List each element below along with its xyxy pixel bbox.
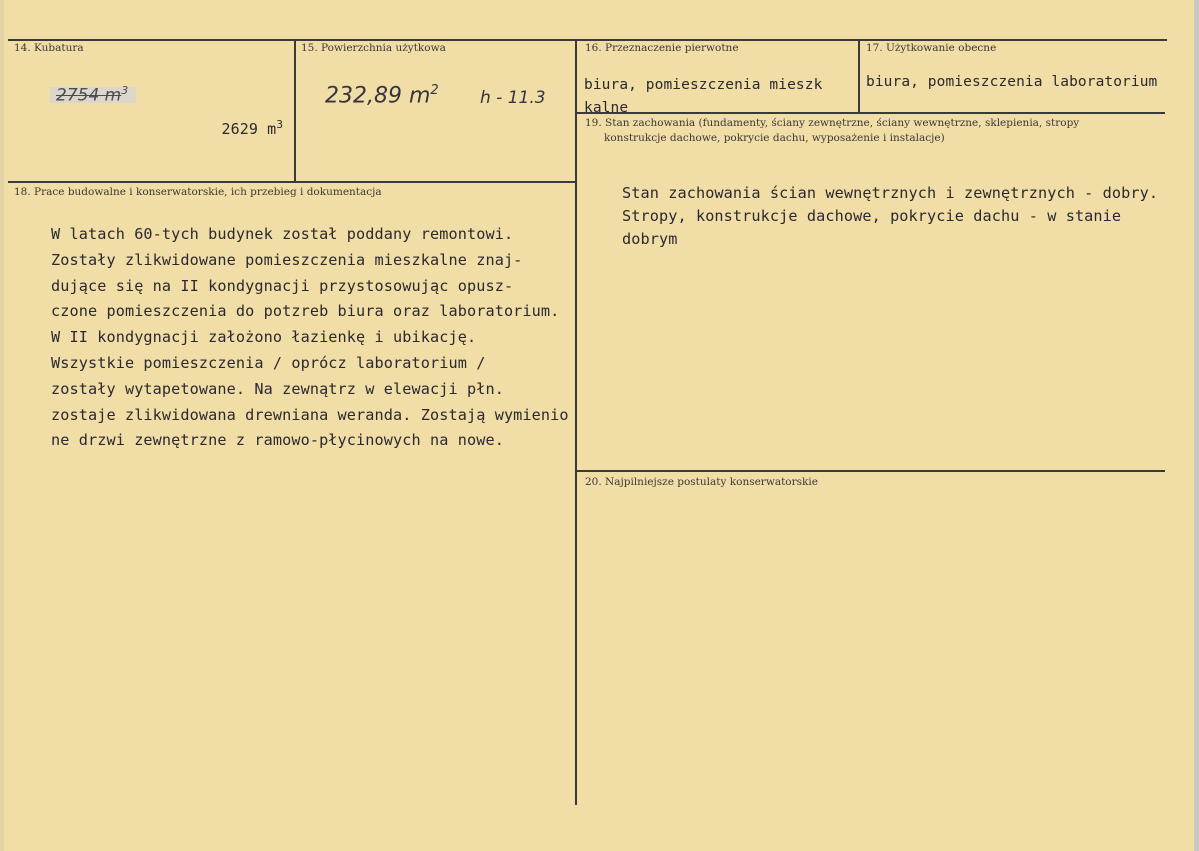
- uzytkowanie-label: 17. Użytkowanie obecne: [866, 42, 997, 54]
- stan-label-line-2: konstrukcje dachowe, pokrycie dachu, wyposażenie i instalacje): [604, 132, 945, 144]
- przeznaczenie-line-2: kalne: [584, 100, 629, 113]
- card-left-edge: [0, 0, 4, 851]
- przeznaczenie-line-1: biura, pomieszczenia mieszk: [584, 77, 823, 93]
- rule-under-16-17: [577, 112, 1165, 114]
- top-rule: [8, 39, 1167, 41]
- rule-under-19: [577, 470, 1165, 472]
- card-right-edge: [1194, 0, 1199, 851]
- postulaty-label: 20. Najpilniejsze postulaty konserwatorskie: [585, 476, 818, 488]
- prace-label: 18. Prace budowalne i konserwatorskie, ich przebieg i dokumentacja: [14, 186, 382, 198]
- rule-under-14-15: [8, 181, 575, 183]
- divider-14-15: [294, 41, 296, 181]
- divider-16-17: [858, 41, 860, 113]
- stan-label-line-1: 19. Stan zachowania (fundamenty, ściany zewnętrzne, ściany wewnętrzne, sklepienia, stropy: [585, 117, 1080, 129]
- uzytkowanie-value: biura, pomieszczenia laboratorium: [866, 74, 1158, 90]
- powierzchnia-label: 15. Powierzchnia użytkowa: [301, 42, 446, 54]
- kubatura-label: 14. Kubatura: [14, 42, 84, 54]
- powierzchnia-value: 232,89 $m^2$: [325, 83, 439, 109]
- height-note: h - 11.3: [480, 88, 546, 108]
- divider-15-16: [575, 41, 577, 805]
- stan-text: Stan zachowania ścian wewnętrznych i zewnętrznych - dobry. Stropy, konstrukcje dachowe, pokrycie dachu - w stanie dobrym: [622, 184, 1159, 248]
- kubatura-value: 2629 $m^3$: [221, 117, 284, 138]
- prace-text: W latach 60-tych budynek został poddany remontowi. Zostały zlikwidowane pomieszczenia mieszkalne znaj- dujące się na II kondygnacji przystosowując opusz- czone pomieszczenia do potzreb biura oraz laboratorium. W II kondygnacji założono łazienkę i ubikację. Wszystkie pomieszczenia / oprócz laboratorium / zostały wytapetowane. Na zewnątrz w elewacji płn. zostaje zlikwidowana drewniana weranda. Zostają wymienio ne drzwi zewnętrzne z ramowo-płycinowych na nowe.: [51, 225, 569, 450]
- przeznaczenie-label: 16. Przeznaczenie pierwotne: [585, 42, 739, 54]
- kubatura-struck-value: 2754 $m^3$: [56, 84, 129, 106]
